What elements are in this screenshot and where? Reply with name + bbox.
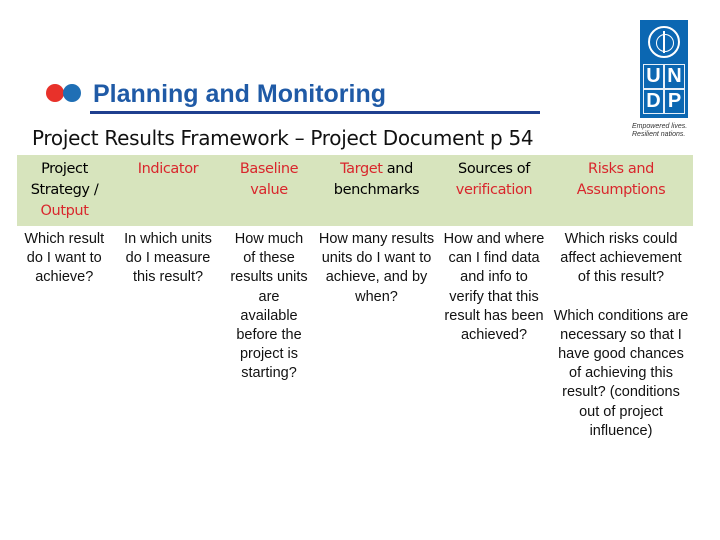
conditions-paragraph: Which conditions are necessary so that I have good chances of achieving this result? (conditions out of project influence) xyxy=(553,307,689,439)
table-cell: Which result do I want to achieve? xyxy=(17,226,112,522)
header-project-strategy-text: Project Strategy / xyxy=(30,161,99,198)
red-dot-icon xyxy=(46,84,64,102)
header-target-red-text: Target xyxy=(340,161,383,177)
table-cell xyxy=(549,226,693,522)
header-indicator: Indicator xyxy=(112,155,224,226)
header-project-strategy xyxy=(17,155,112,226)
table-cell: How many results units do I want to achieve, and by when? xyxy=(314,226,439,522)
undp-tagline: Empowered lives. Resilient nations. xyxy=(632,123,688,138)
logo-dots xyxy=(46,82,86,104)
header-risks: Risks and Assumptions xyxy=(549,155,693,226)
header-sources xyxy=(439,155,549,226)
header-baseline: Baseline value xyxy=(224,155,314,226)
header-target xyxy=(314,155,439,226)
results-framework-table xyxy=(17,155,694,522)
header-output-text: Output xyxy=(40,203,89,219)
title-underline xyxy=(90,111,540,114)
table-cell: How and where can I find data and info to verify that this result has been achieved? xyxy=(439,226,549,522)
header-verification-text: verification xyxy=(455,182,533,198)
table-cell: In which units do I measure this result? xyxy=(112,226,224,522)
logo-letter: P xyxy=(664,89,685,114)
header-target-rest-text: and benchmarks xyxy=(333,161,420,198)
table-row xyxy=(17,226,693,522)
un-emblem-icon xyxy=(648,26,680,58)
logo-letter: N xyxy=(664,64,685,89)
page-subtitle: Project Results Framework – Project Document p 54 xyxy=(32,126,534,150)
logo-letter: U xyxy=(643,64,664,89)
blue-dot-icon xyxy=(63,84,81,102)
undp-logo xyxy=(640,20,688,118)
risks-paragraph: Which risks could affect achievement of this result? xyxy=(560,231,682,286)
table-cell: How much of these results units are available before the project is starting? xyxy=(224,226,314,522)
logo-letter: D xyxy=(643,89,664,114)
table-header-row xyxy=(17,155,693,226)
header-sources-text: Sources of xyxy=(458,161,530,177)
page-title: Planning and Monitoring xyxy=(93,80,387,108)
